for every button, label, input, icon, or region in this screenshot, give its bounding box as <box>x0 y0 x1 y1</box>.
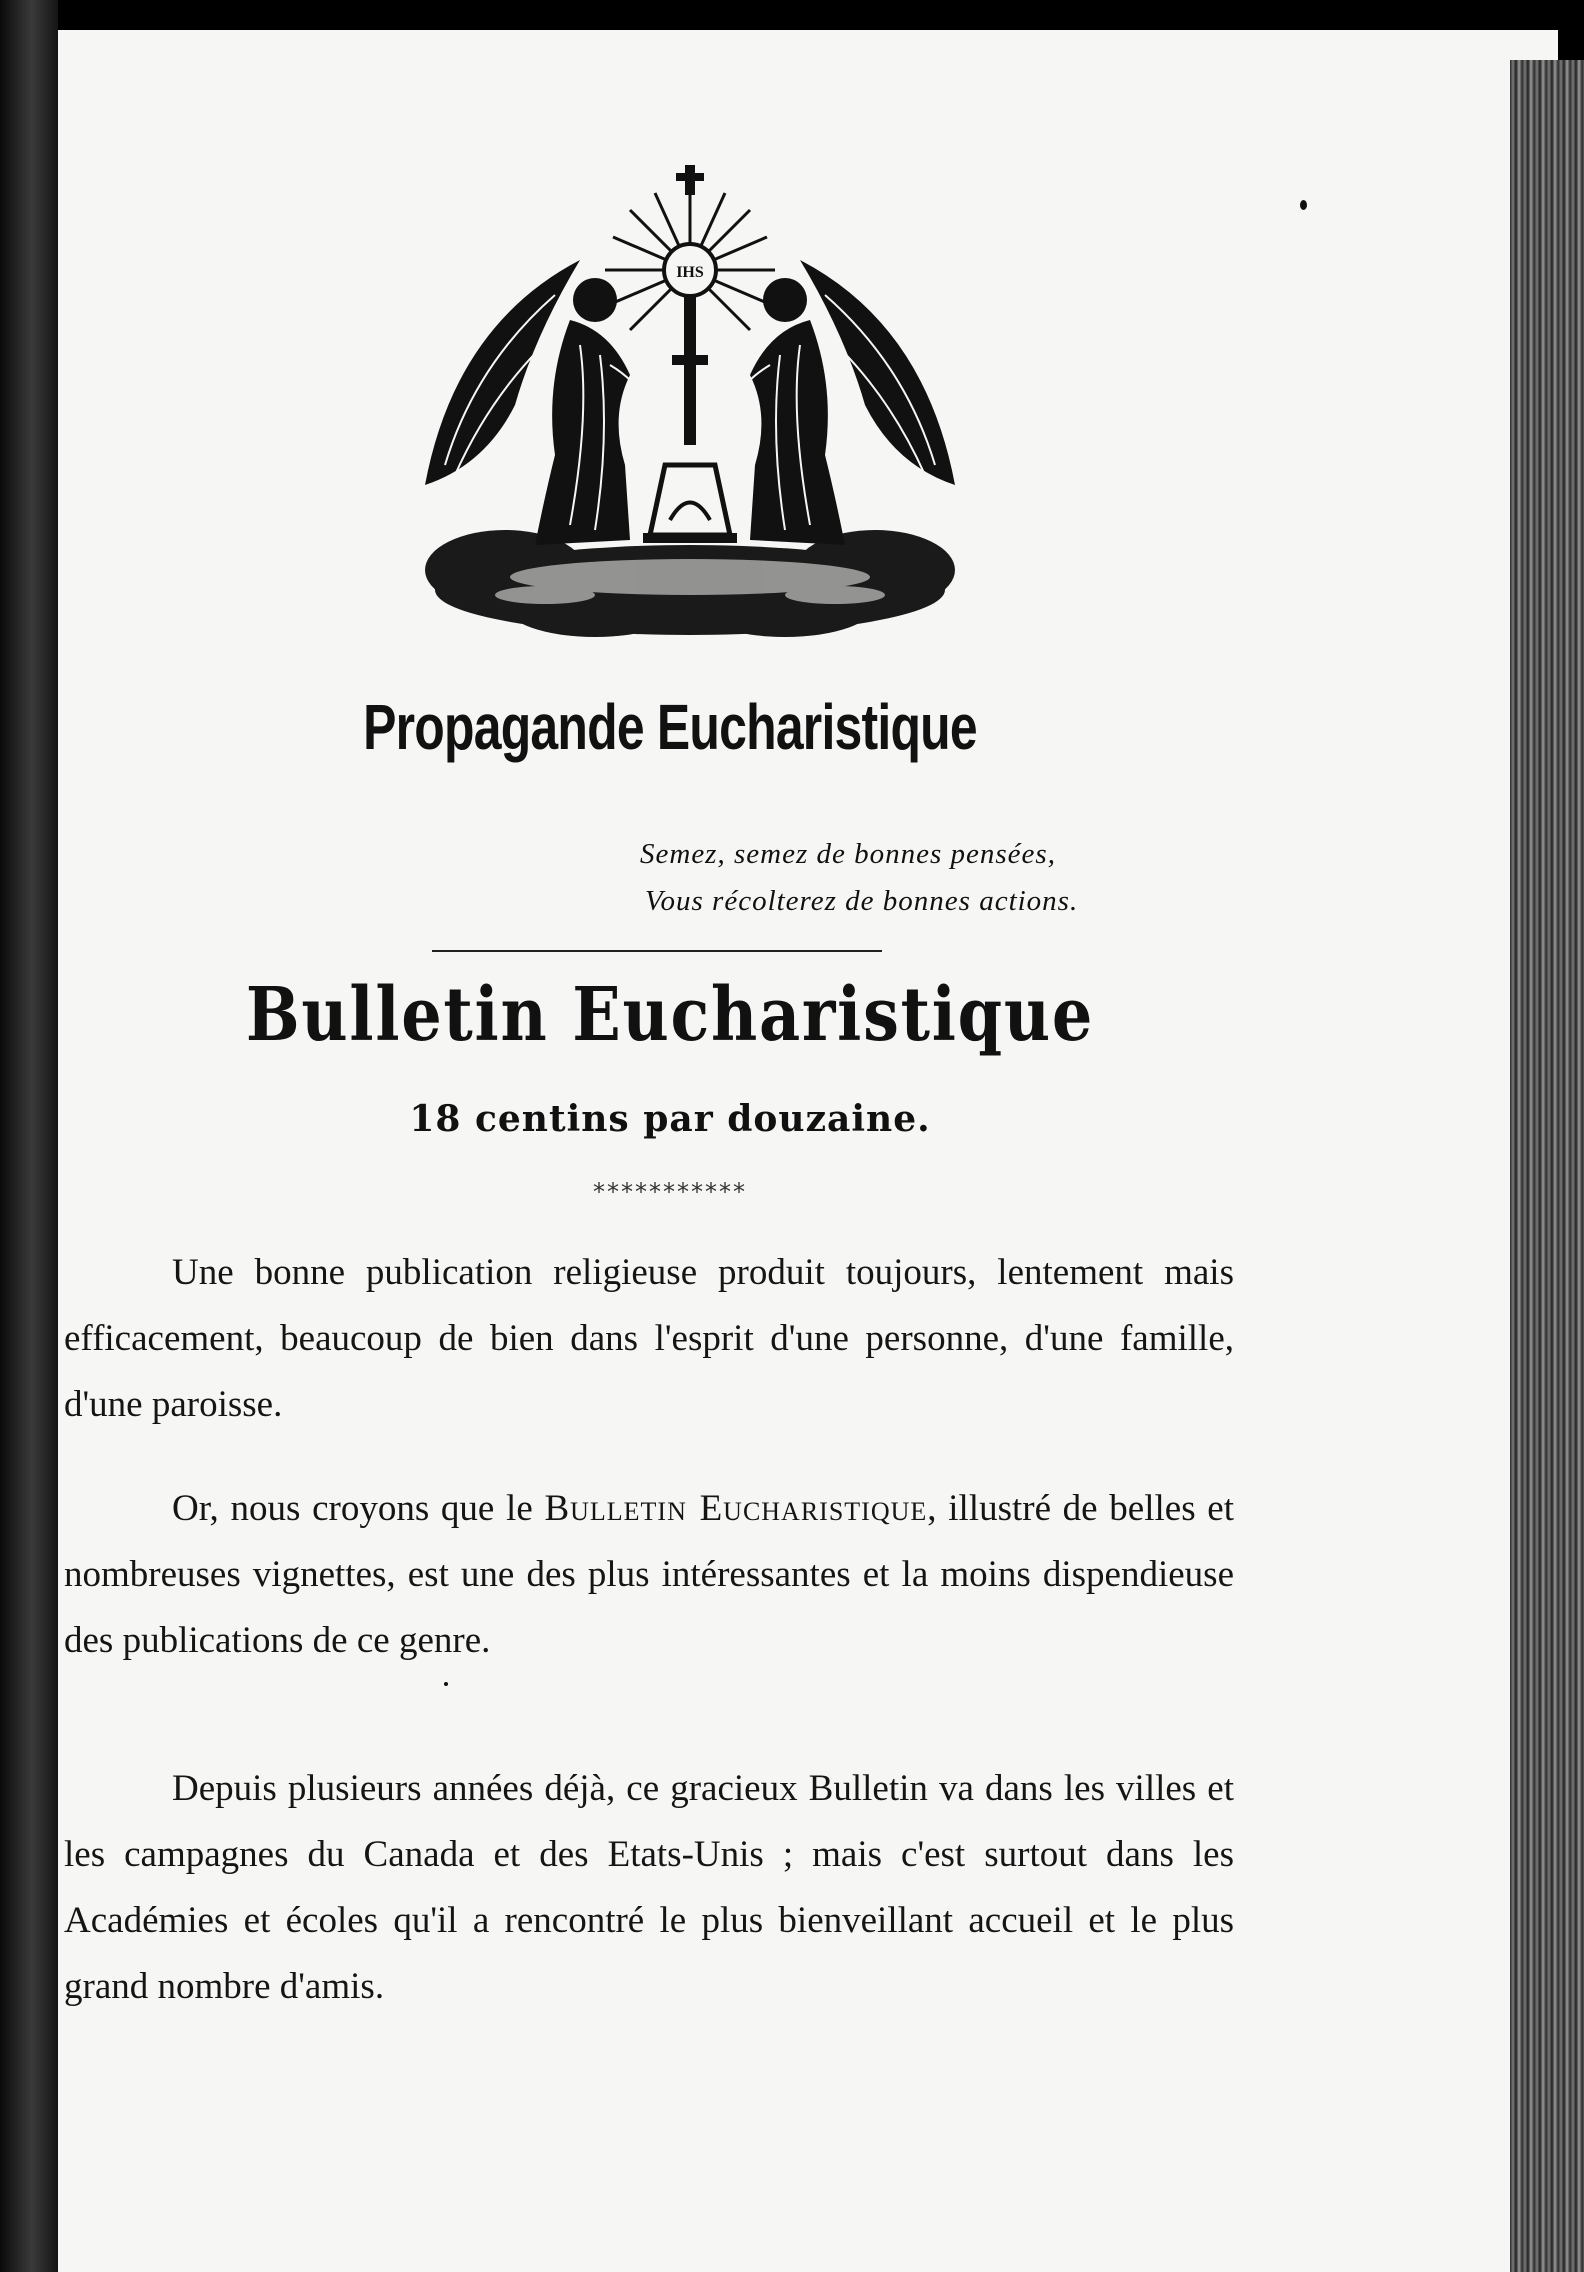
bulletin-title: Bulletin Eucharistique <box>245 972 1095 1058</box>
paragraph-3: Depuis plusieurs années déjà, ce gracieux Bulletin va dans les villes et les campagnes du Canada et des Etats-Unis ; mais c'est surtout dans les Académies et écoles qu'il a rencontré le plus bienveillant accueil et le plus grand nombre d'amis. <box>64 1768 1234 2007</box>
price-line: 18 centins par douzaine. <box>409 1098 931 1140</box>
page-stack-edge <box>1510 60 1584 2272</box>
scan-top-border <box>0 0 1584 32</box>
bulletin-name-smallcaps: Bulletin Eucharistique <box>544 1488 928 1529</box>
scan-speck <box>1300 200 1307 210</box>
page-title: Propagande Eucharistique <box>363 691 977 763</box>
scan-speck <box>444 1682 448 1686</box>
monstrance-with-kneeling-angels-icon <box>395 165 985 640</box>
paragraph-1: Une bonne publication religieuse produit toujours, lentement mais efficacement, beaucoup de bien dans l'esprit d'une personne, d'une famille, d'une paroisse. <box>64 1252 1234 1425</box>
paragraph-2-start: Or, nous croyons que le <box>172 1488 545 1529</box>
motto-line-1: Semez, semez de bonnes pensées, <box>640 838 1056 870</box>
paragraph-2 <box>64 1476 1234 1674</box>
divider-rule <box>432 950 882 952</box>
ornament-stars: *********** <box>593 1178 747 1206</box>
svg-text:IHS: IHS <box>676 264 704 281</box>
paragraph-2-end: , illustré de belles et nombreuses vignettes, est une des plus intéressantes et la moins dispendieuse des publications de ce genre. <box>64 1488 1234 1661</box>
motto-line-2: Vous récolterez de bonnes actions. <box>645 885 1079 917</box>
